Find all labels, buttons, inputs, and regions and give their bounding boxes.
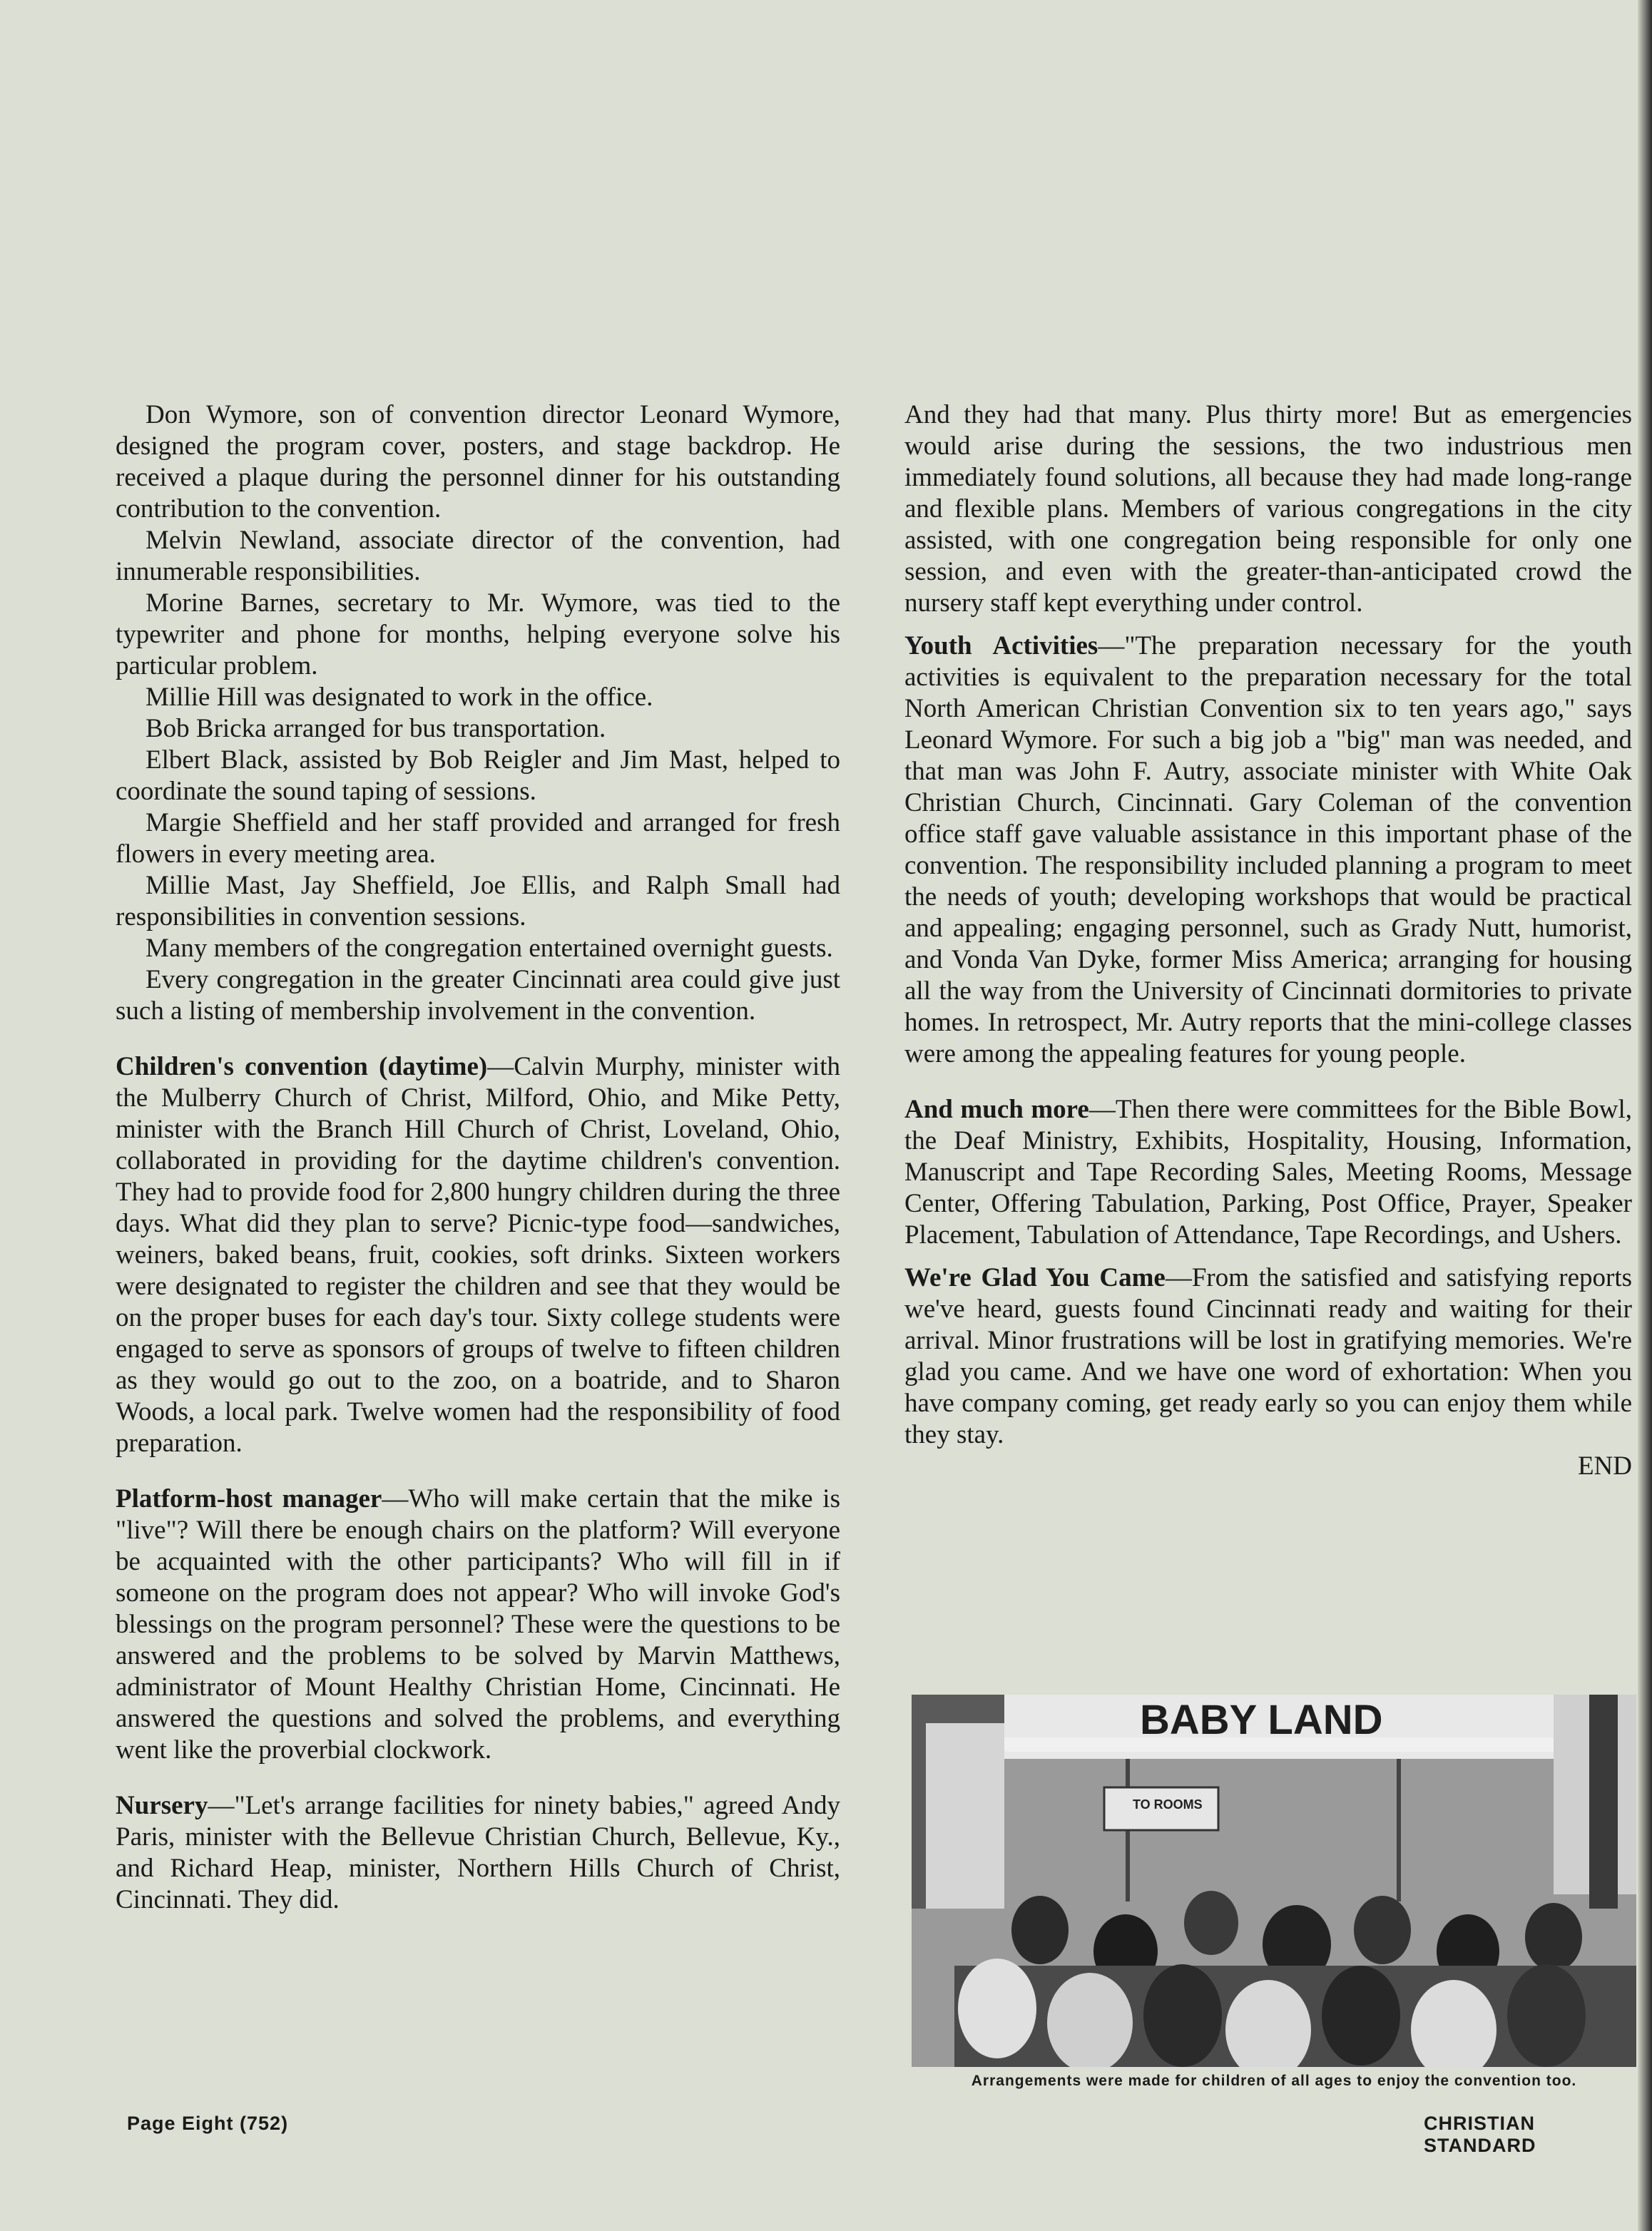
paragraph: Every congregation in the greater Cincinnati area could give just such a listing of membership involvement in the convention.	[116, 965, 840, 1026]
page-number: Page Eight (752)	[127, 2113, 289, 2134]
section-platform-host: Platform-host manager—Who will make certain that the mike is "live"? Will there be enough chairs on the platform? Will everyone be acquainted with the other participants? Who will fill in if someone on the program does not appear? Who will invoke God's blessings on the program personnel? These were the questions to be answered and the problems to be solved by Marvin Matthews, administrator of Mount Healthy Christian Home, Cincinnati. He answered the questions and solved the problems, and everything went like the proverbial clockwork.	[116, 1484, 840, 1765]
end-mark: END	[1577, 1451, 1632, 1481]
paragraph: Millie Mast, Jay Sheffield, Joe Ellis, and Ralph Small had responsibilities in convention sessions.	[116, 871, 840, 931]
paragraph: Margie Sheffield and her staff provided and arranged for fresh flowers in every meeting area.	[116, 808, 840, 869]
paragraph: And they had that many. Plus thirty more! But as emergencies would arise during the sessions, the two industrious men immediately found solutions, all because they had made long-range and flexible plans. Members of various congregations in the city assisted, with one congregation being responsible for only one session, and even with the greater-than-anticipated crowd the nursery staff kept everything under control.	[904, 400, 1632, 618]
section-childrens-convention: Children's convention (daytime)—Calvin Murphy, minister with the Mulberry Church of Christ, Milford, Ohio, and Mike Petty, minister with the Branch Hill Church of Christ, Loveland, Ohio, collaborated in providing for the daytime children's convention. They had to provide food for 2,800 hungry children during the three days. What did they plan to serve? Picnic-type food—sandwiches, weiners, baked beans, fruit, cookies, soft drinks. Sixteen workers were designated to register the children and see that they would be on the proper buses for each day's tour. Sixty college students were engaged to serve as sponsors of groups of twelve to fifteen children as they would go out to the zoo, on a boatride, and to Sharon Woods, a local park. Twelve women had the responsibility of food preparation.	[116, 1052, 840, 1458]
baby-land-photo	[912, 1695, 1636, 2067]
section-heading: We're Glad You Came	[904, 1263, 1166, 1292]
section-body: "The preparation necessary for the youth activities is equivalent to the preparation necessary for the total North American Christian Convention six to ten years ago," says Leonard Wymore. For such a big job a "big" man was needed, and that man was John F. Autry, associate minister with White Oak Christian Church, Cincinnati. Gary Coleman of the convention office staff gave valuable assistance in this important phase of the convention. The responsibility included planning a program to meet the needs of youth; developing workshops that would be practical and appealing; engaging personnel, such as Grady Nutt, humorist, and Vonda Van Dyke, former Miss America; arranging for housing all the way from the University of Cincinnati dormitories to private homes. In retrospect, Mr. Autry reports that the mini-college classes were among the appealing features for young people.	[904, 631, 1632, 1068]
photo-illustration	[912, 1695, 1636, 2067]
room-sign-text: TO ROOMS	[1133, 1797, 1203, 1812]
section-glad-you-came: We're Glad You Came—From the satisfied and satisfying reports we've heard, guests found Cincinnati ready and waiting for their arrival. Minor frustrations will be lost in gratifying memories. We're glad you came. And we have one word of exhortation: When you have company coming, get ready early so you can enjoy them while they stay.	[904, 1263, 1632, 1449]
section-heading: Children's convention (daytime)	[116, 1052, 488, 1081]
right-column	[904, 399, 1632, 1482]
publication-name: CHRISTIAN STANDARD	[1424, 2113, 1536, 2156]
section-body: Then there were committees for the Bible Bowl, the Deaf Ministry, Exhibits, Hospitality, Housing, Information, Manuscript and Tape Recording Sales, Meeting Rooms, Message Center, Offering Tabulation, Parking, Post Office, Prayer, Speaker Placement, Tabulation of Attendance, Tape Recordings, and Ushers.	[904, 1095, 1632, 1250]
section-heading: And much more	[904, 1095, 1089, 1124]
paragraph: Morine Barnes, secretary to Mr. Wymore, was tied to the typewriter and phone for months, helping everyone solve his particular problem.	[116, 588, 840, 680]
section-body: "Let's arrange facilities for ninety babies," agreed Andy Paris, minister with the Bellevue Christian Church, Bellevue, Ky., and Richard Heap, minister, Northern Hills Church of Christ, Cincinnati. They did.	[116, 1791, 840, 1914]
section-heading: Platform-host manager	[116, 1484, 382, 1513]
section-youth-activities: Youth Activities—"The preparation necessary for the youth activities is equivalent to the preparation necessary for the total North American Christian Convention six to ten years ago," says Leonard Wymore. For such a big job a "big" man was needed, and that man was John F. Autry, associate minister with White Oak Christian Church, Cincinnati. Gary Coleman of the convention office staff gave valuable assistance in this important phase of the convention. The responsibility included planning a program to meet the needs of youth; developing workshops that would be practical and appealing; engaging personnel, such as Grady Nutt, humorist, and Vonda Van Dyke, former Miss America; arranging for housing all the way from the University of Cincinnati dormitories to private homes. In retrospect, Mr. Autry reports that the mini-college classes were among the appealing features for young people.	[904, 631, 1632, 1068]
paragraph: Many members of the congregation entertained overnight guests.	[146, 934, 833, 963]
paragraph: Elbert Black, assisted by Bob Reigler and Jim Mast, helped to coordinate the sound taping of sessions.	[116, 745, 840, 806]
paragraph: Millie Hill was designated to work in the office.	[146, 683, 653, 712]
section-body: Who will make certain that the mike is "live"? Will there be enough chairs on the platform? Will everyone be acquainted with the other participants? Who will fill in if someone on the program does not appear? Who will invoke God's blessings on the program personnel? These were the questions to be answered and the problems to be solved by Marvin Matthews, administrator of Mount Healthy Christian Home, Cincinnati. He answered the questions and solved the problems, and everything went like the proverbial clockwork.	[116, 1484, 840, 1765]
page-edge-shadow	[1638, 0, 1652, 2231]
section-heading: Nursery	[116, 1791, 208, 1820]
left-column	[116, 399, 840, 1916]
paragraph: Bob Bricka arranged for bus transportation.	[146, 714, 606, 743]
baby-land-sign: BABY LAND	[1140, 1697, 1383, 1743]
section-much-more: And much more—Then there were committees for the Bible Bowl, the Deaf Ministry, Exhibits, Hospitality, Housing, Information, Manuscript and Tape Recording Sales, Meeting Rooms, Message Center, Offering Tabulation, Parking, Post Office, Prayer, Speaker Placement, Tabulation of Attendance, Tape Recordings, and Ushers.	[904, 1095, 1632, 1250]
section-body: From the satisfied and satisfying reports we've heard, guests found Cincinnati ready and waiting for their arrival. Minor frustrations will be lost in gratifying memories. We're glad you came. And we have one word of exhortation: When you have company coming, get ready early so you can enjoy them while they stay.	[904, 1263, 1632, 1449]
section-body: Calvin Murphy, minister with the Mulberry Church of Christ, Milford, Ohio, and Mike Petty, minister with the Branch Hill Church of Christ, Loveland, Ohio, collaborated in providing for the daytime children's convention. They had to provide food for 2,800 hungry children during the three days. What did they plan to serve? Picnic-type food—sandwiches, weiners, baked beans, fruit, cookies, soft drinks. Sixteen workers were designated to register the children and see that they would be on the proper buses for each day's tour. Sixty college students were engaged to serve as sponsors of groups of twelve to fifteen children as they would go out to the zoo, on a boatride, and to Sharon Woods, a local park. Twelve women had the responsibility of food preparation.	[116, 1052, 840, 1458]
paragraph: Don Wymore, son of convention director Leonard Wymore, designed the program cover, posters, and stage backdrop. He received a plaque during the personnel dinner for his outstanding contribution to the convention.	[116, 400, 840, 524]
section-nursery: Nursery—"Let's arrange facilities for ninety babies," agreed Andy Paris, minister with the Bellevue Christian Church, Bellevue, Ky., and Richard Heap, minister, Northern Hills Church of Christ, Cincinnati. They did.	[116, 1791, 840, 1914]
photo-caption: Arrangements were made for children of all ages to enjoy the convention too.	[971, 2073, 1577, 2089]
section-heading: Youth Activities	[904, 631, 1098, 660]
paragraph: Melvin Newland, associate director of the convention, had innumerable responsibilities.	[116, 526, 840, 586]
